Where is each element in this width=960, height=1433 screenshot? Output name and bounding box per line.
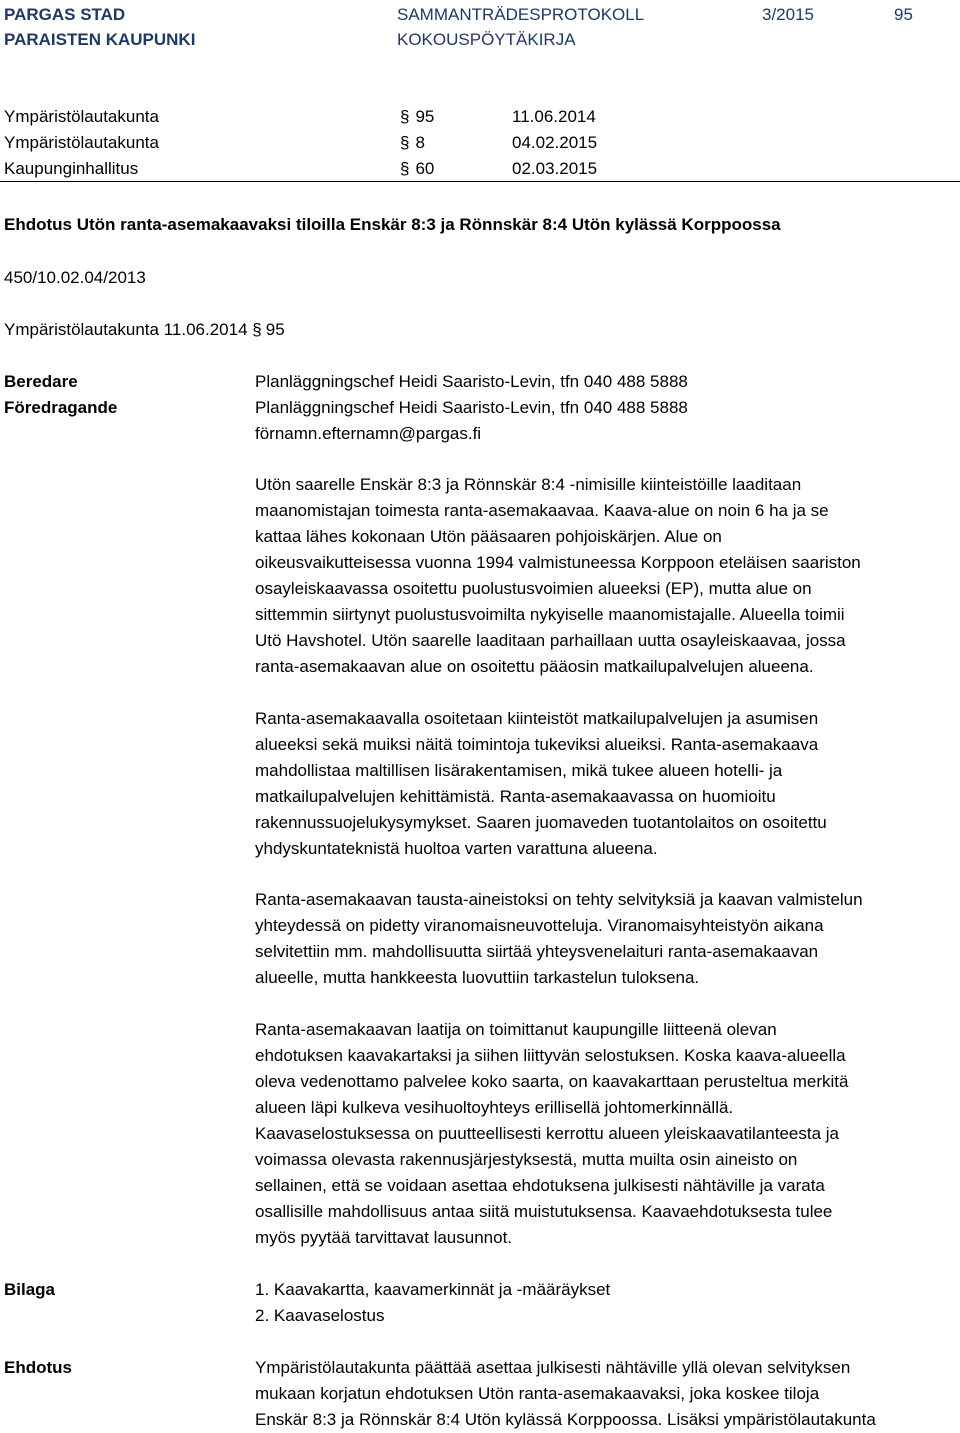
paragraph-line: ranta-asemakaavan alue on osoitettu pääosin matkailupalvelujen alueena.: [255, 657, 814, 676]
history-section: § 60: [400, 156, 434, 182]
org-name-fi: PARGAS STAD: [4, 5, 126, 24]
organization-name: [4, 2, 195, 52]
paragraph-line: Ranta-asemakaavan tausta-aineistoksi on tehty selvityksiä ja kaavan valmistelun: [255, 890, 863, 909]
paragraph-line: voimassa olevasta rakennusjärjestyksestä, mutta muilta osin aineisto on: [255, 1150, 798, 1169]
foredragande-email: förnamn.efternamn@pargas.fi: [255, 424, 482, 443]
history-row: [4, 104, 644, 130]
divider: [0, 181, 960, 182]
foredragande-label: Föredragande: [4, 398, 118, 417]
paragraph-3: [255, 887, 955, 991]
matter-title: Ehdotus Utön ranta-asemakaavaksi tiloilla Enskär 8:3 ja Rönnskär 8:4 Utön kylässä Korppoossa: [4, 215, 781, 234]
ehdotus-label: Ehdotus: [4, 1358, 72, 1377]
paragraph-line: maanomistajan toimesta ranta-asemakaavaa. Kaava-alue on noin 6 ha ja se: [255, 501, 829, 520]
proposal-line: Enskär 8:3 ja Rönnskär 8:4 Utön kylässä Korppoossa. Lisäksi ympäristölautakunta: [255, 1410, 876, 1429]
paragraph-line: alueeksi sekä muiksi näitä toimintoja tukeviksi alueiksi. Ranta-asemakaava: [255, 735, 819, 754]
paragraph-line: Utö Havshotel. Utön saarelle laaditaan parhaillaan uutta osayleiskaavaa, jossa: [255, 631, 846, 650]
foredragande-value: [255, 395, 688, 447]
meeting-reference: [4, 317, 285, 343]
meeting-body-date: Ympäristölautakunta 11.06.2014: [4, 320, 248, 339]
history-row: [4, 130, 644, 156]
handling-history: [4, 104, 644, 182]
paragraph-line: sellainen, että se voidaan asettaa ehdotuksena julkisesti nähtäville ja varata: [255, 1176, 825, 1195]
paragraph-4: [255, 1017, 955, 1251]
foredragande-name: Planläggningschef Heidi Saaristo-Levin, tfn 040 488 5888: [255, 398, 688, 417]
paragraph-line: alueelle, mutta hankkeesta luovuttiin tarkastelun tuloksena.: [255, 968, 700, 987]
org-name-sv: PARAISTEN KAUPUNKI: [4, 30, 196, 49]
page-header: [4, 2, 960, 52]
paragraph-line: matkailupalvelujen kehittämistä. Ranta-asemakaavassa on huomioitu: [255, 787, 776, 806]
paragraph-line: yhdyskuntateknistä huoltoa varten varattuna alueena.: [255, 839, 658, 858]
history-body: Ympäristölautakunta: [4, 133, 159, 152]
paragraph-line: sittemmin siirtynyt puolustusvoimilta nykyiselle maanomistajalle. Alueella toimii: [255, 605, 845, 624]
paragraph-line: Utön saarelle Enskär 8:3 ja Rönnskär 8:4 -nimisille kiinteistöille laaditaan: [255, 475, 802, 494]
paragraph-line: oleva vedenottamo palvelee koko saarta, on kaavakarttaan perusteltua merkitä: [255, 1072, 849, 1091]
paragraph-line: osallisille mahdollisuus antaa siitä muistutuksensa. Kaavaehdotuksesta tulee: [255, 1202, 833, 1221]
attachment-item: 1. Kaavakartta, kaavamerkinnät ja -määräykset: [255, 1280, 611, 1299]
paragraph-line: Kaavaselostuksessa on puutteellisesti kerrottu alueen yleiskaavatilanteesta ja: [255, 1124, 840, 1143]
history-body: Ympäristölautakunta: [4, 107, 159, 126]
doc-type-sv: SAMMANTRÄDESPROTOKOLL: [397, 5, 645, 24]
paragraph-1: [255, 472, 955, 680]
paragraph-line: ehdotuksen kaavakartaksi ja siihen liittyvän selostuksen. Koska kaava-alueella: [255, 1046, 846, 1065]
history-section: § 95: [400, 104, 434, 130]
beredare-value: Planläggningschef Heidi Saaristo-Levin, tfn 040 488 5888: [255, 372, 688, 391]
page-number: 95: [894, 5, 913, 24]
meeting-section: § 95: [252, 320, 284, 339]
paragraph-line: yhteydessä on pidetty viranomaisneuvotteluja. Viranomaisyhteistyön aikana: [255, 916, 824, 935]
doc-type-fi: KOKOUSPÖYTÄKIRJA: [397, 30, 576, 49]
paragraph-line: Ranta-asemakaavan laatija on toimittanut kaupungille liitteenä olevan: [255, 1020, 777, 1039]
paragraph-line: alueen läpi kulkeva vesihuoltoyhteys erillisellä johtomerkinnällä.: [255, 1098, 734, 1117]
paragraph-line: osayleiskaavassa osoitettu puolustusvoimien alueeksi (EP), mutta alue on: [255, 579, 812, 598]
history-section: § 8: [400, 130, 425, 156]
paragraph-line: myös pyytää tarvittavat lausunnot.: [255, 1228, 513, 1247]
history-row: [4, 156, 644, 182]
beredare-label: Beredare: [4, 372, 78, 391]
history-body: Kaupunginhallitus: [4, 159, 139, 178]
paragraph-line: oikeusvaikutteisessa vuonna 1994 valmistuneessa Korppoon eteläisen saariston: [255, 553, 861, 572]
history-date: 02.03.2015: [512, 159, 598, 178]
paragraph-line: Ranta-asemakaavalla osoitetaan kiinteistöt matkailupalvelujen ja asumisen: [255, 709, 819, 728]
bilaga-label: Bilaga: [4, 1280, 56, 1299]
attachment-item: 2. Kaavaselostus: [255, 1306, 385, 1325]
paragraph-line: rakennussuojelukysymykset. Saaren juomaveden tuotantolaitos on osoitettu: [255, 813, 827, 832]
history-date: 11.06.2014: [512, 107, 596, 126]
proposal-text: [255, 1355, 955, 1433]
paragraph-2: [255, 706, 955, 862]
paragraph-line: selvitettiin mm. mahdollisuutta siirtää yhteysvenelaituri ranta-asemakaavan: [255, 942, 819, 961]
attachment-list: [255, 1277, 610, 1329]
proposal-line: Ympäristölautakunta päättää asettaa julkisesti nähtäville yllä olevan selvityksen: [255, 1358, 851, 1377]
paragraph-line: mahdollistaa maltillisen lisärakentamisen, mikä tukee alueen hotelli- ja: [255, 761, 783, 780]
paragraph-line: kattaa lähes kokonaan Utön pääsaaren pohjoiskärjen. Alue on: [255, 527, 722, 546]
diary-number: 450/10.02.04/2013: [4, 268, 146, 287]
document-number: 3/2015: [762, 5, 814, 24]
history-date: 04.02.2015: [512, 133, 598, 152]
proposal-line: mukaan korjatun ehdotuksen Utön ranta-asemakaavaksi, joka koskee tiloja: [255, 1384, 820, 1403]
document-type: [397, 2, 644, 52]
